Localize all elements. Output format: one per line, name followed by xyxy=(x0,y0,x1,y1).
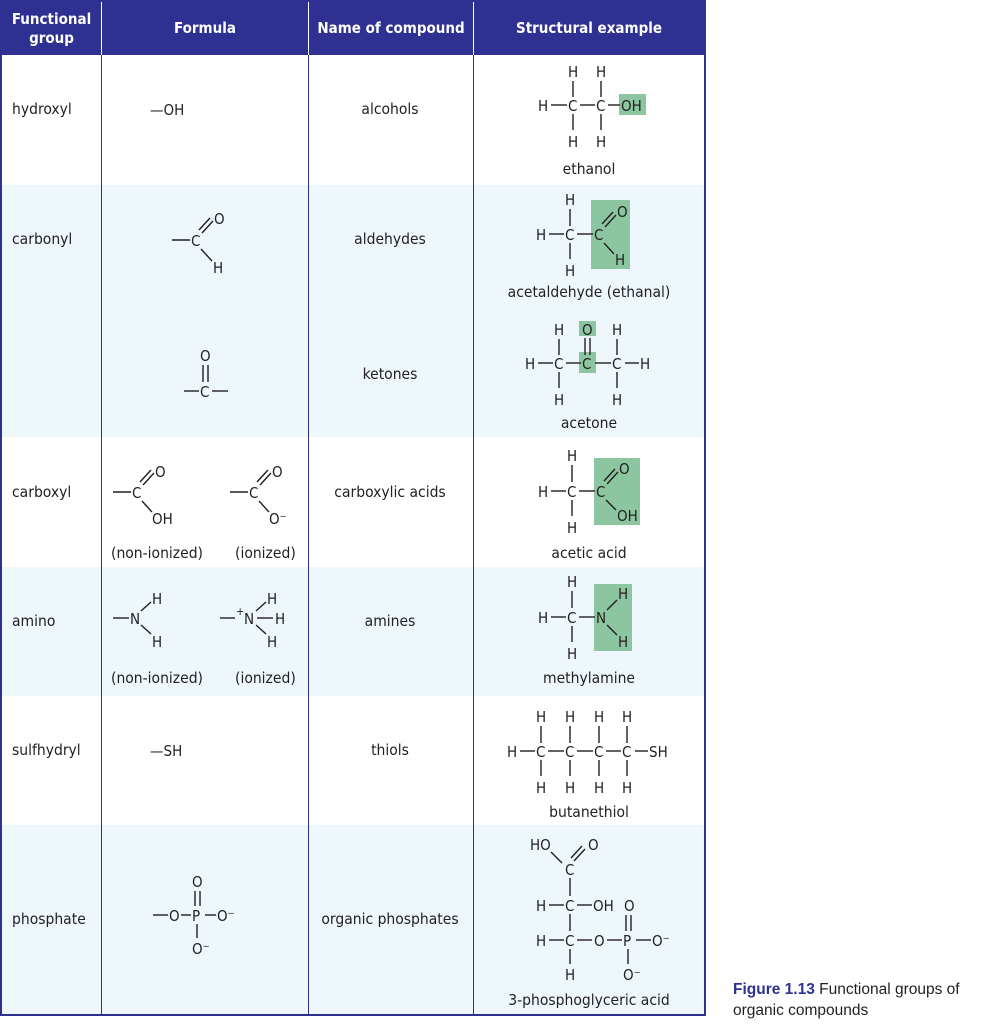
example-ethanol: ethanol xyxy=(562,160,616,178)
atom-o-minus: O⁻ xyxy=(623,966,641,984)
label-non-ionized: (non-ionized) xyxy=(111,669,204,687)
atom-c: C xyxy=(594,743,604,761)
structure-methylamine xyxy=(535,570,655,665)
atom-h: H xyxy=(536,932,547,950)
group-sulfhydryl: sulfhydryl xyxy=(12,741,81,759)
header-divider xyxy=(308,2,309,55)
header-structural-example: Structural example xyxy=(515,19,663,37)
atom-h: H xyxy=(618,633,629,651)
atom-h: H xyxy=(536,779,547,797)
atom-o: O xyxy=(214,210,225,228)
atom-h: H xyxy=(568,133,579,151)
bond xyxy=(259,501,269,512)
example-butanethiol: butanethiol xyxy=(549,803,629,821)
atom-c: C xyxy=(200,383,210,401)
formula-oh-text: —OH xyxy=(150,101,185,119)
atom-h: H xyxy=(267,590,278,608)
atom-h: H xyxy=(152,633,163,651)
group-hydroxyl: hydroxyl xyxy=(12,100,72,118)
atom-h: H xyxy=(567,519,578,537)
compound-organic-phosphates: organic phosphates xyxy=(321,910,459,928)
atom-h: H xyxy=(618,585,629,603)
atom-n: N xyxy=(596,609,607,627)
header-formula: Formula xyxy=(174,19,236,37)
atom-o: O xyxy=(619,460,630,478)
atom-n: N xyxy=(130,610,141,628)
structure-3-phosphoglyceric-acid xyxy=(528,830,688,990)
atom-h: H xyxy=(538,609,549,627)
formula-carboxyl-non-ionized xyxy=(105,458,195,533)
group-phosphate: phosphate xyxy=(12,910,86,928)
compound-carboxylic-acids: carboxylic acids xyxy=(334,483,446,501)
atom-o: O xyxy=(200,347,211,365)
bond xyxy=(199,218,210,230)
formula-amino-non-ionized xyxy=(105,585,185,655)
atom-c: C xyxy=(612,355,622,373)
atom-h: H xyxy=(275,610,286,628)
structure-ethanol xyxy=(535,60,665,155)
bond xyxy=(260,473,271,485)
atom-c: C xyxy=(568,97,578,115)
header-divider xyxy=(101,2,102,55)
atom-oh: OH xyxy=(617,507,638,525)
atom-o: O xyxy=(582,321,593,339)
atom-oh: OH xyxy=(593,897,614,915)
label-non-ionized: (non-ionized) xyxy=(111,544,204,562)
atom-h: H xyxy=(152,590,163,608)
atom-h: H xyxy=(568,63,579,81)
compound-aldehydes: aldehydes xyxy=(354,230,426,248)
atom-h: H xyxy=(594,779,605,797)
bond xyxy=(257,470,268,482)
label-ionized: (ionized) xyxy=(235,544,296,562)
atom-o-minus: O⁻ xyxy=(192,940,210,958)
header-divider xyxy=(473,2,474,55)
atom-c: C xyxy=(582,355,592,373)
bond xyxy=(201,249,212,261)
figure-number: Figure 1.13 xyxy=(733,981,815,998)
atom-h: H xyxy=(567,645,578,663)
atom-o: O xyxy=(624,897,635,915)
bond xyxy=(143,473,154,485)
atom-h: H xyxy=(507,743,518,761)
example-methylamine: methylamine xyxy=(542,669,636,687)
atom-h: H xyxy=(622,708,633,726)
bond xyxy=(574,849,585,861)
atom-h: H xyxy=(565,966,576,984)
atom-c: C xyxy=(565,932,575,950)
atom-o: O xyxy=(272,463,283,481)
example-acetic-acid: acetic acid xyxy=(551,544,627,562)
atom-c: C xyxy=(565,743,575,761)
header-functional-group: Functional group xyxy=(11,9,92,47)
bond xyxy=(256,625,266,634)
atom-o-minus: O⁻ xyxy=(269,510,287,528)
structure-acetone xyxy=(523,318,663,413)
atom-h: H xyxy=(536,708,547,726)
atom-o: O xyxy=(192,873,203,891)
formula-ketone xyxy=(180,345,240,405)
atom-h: H xyxy=(538,483,549,501)
structure-acetic-acid xyxy=(535,444,655,539)
bond xyxy=(140,470,151,482)
atom-c: C xyxy=(622,743,632,761)
atom-c: C xyxy=(567,483,577,501)
formula-aldehyde xyxy=(160,205,250,280)
atom-o: O xyxy=(594,932,605,950)
example-acetone: acetone xyxy=(560,414,618,432)
bond xyxy=(571,846,582,858)
atom-sh: SH xyxy=(649,743,668,761)
figure-caption-text: Functional groups of organic compounds xyxy=(733,981,960,1019)
bond xyxy=(202,221,213,233)
atom-h: H xyxy=(596,133,607,151)
formula-sulfhydryl xyxy=(150,736,260,766)
compound-ketones: ketones xyxy=(362,365,418,383)
atom-h: H xyxy=(612,391,623,409)
atom-h: H xyxy=(525,355,536,373)
charge-plus: + xyxy=(236,605,245,618)
formula-amino-ionized xyxy=(218,585,308,655)
atom-c: C xyxy=(565,861,575,879)
atom-c: C xyxy=(191,232,201,250)
formula-carboxyl-ionized xyxy=(222,458,312,533)
bond xyxy=(142,501,152,512)
atom-o: O xyxy=(617,203,628,221)
compound-amines: amines xyxy=(364,612,416,630)
atom-n: N xyxy=(244,610,255,628)
atom-c: C xyxy=(249,484,259,502)
formula-hydroxyl xyxy=(150,95,260,125)
group-carbonyl: carbonyl xyxy=(12,230,73,248)
atom-c: C xyxy=(536,743,546,761)
atom-c: C xyxy=(596,483,606,501)
atom-o-minus: O⁻ xyxy=(652,932,670,950)
atom-h: H xyxy=(640,355,651,373)
atom-h: H xyxy=(594,708,605,726)
atom-oh: OH xyxy=(152,510,173,528)
atom-h: H xyxy=(565,262,576,280)
atom-o: O xyxy=(588,836,599,854)
atom-oh: OH xyxy=(621,97,642,115)
example-acetaldehyde: acetaldehyde (ethanal) xyxy=(507,283,671,301)
atom-h: H xyxy=(565,708,576,726)
structure-butanethiol xyxy=(505,705,685,800)
atom-h: H xyxy=(596,63,607,81)
atom-h: H xyxy=(615,251,626,269)
bond xyxy=(141,625,151,634)
atom-p: P xyxy=(192,907,201,925)
atom-c: C xyxy=(565,226,575,244)
atom-h: H xyxy=(612,321,623,339)
group-carboxyl: carboxyl xyxy=(12,483,72,501)
atom-c: C xyxy=(554,355,564,373)
atom-h: H xyxy=(565,191,576,209)
atom-h: H xyxy=(536,897,547,915)
atom-h: H xyxy=(536,226,547,244)
header-name-of-compound: Name of compound xyxy=(317,19,465,37)
atom-c: C xyxy=(132,484,142,502)
compound-alcohols: alcohols xyxy=(361,100,419,118)
atom-c: C xyxy=(567,609,577,627)
figure-caption xyxy=(733,979,1004,1021)
atom-c: C xyxy=(594,226,604,244)
example-3-phosphoglyceric-acid: 3-phosphoglyceric acid xyxy=(508,991,670,1009)
atom-c: C xyxy=(596,97,606,115)
label-ionized: (ionized) xyxy=(235,669,296,687)
formula-sh-text: —SH xyxy=(150,742,183,760)
bond xyxy=(551,852,562,863)
atom-h: H xyxy=(565,779,576,797)
atom-o: O xyxy=(169,907,180,925)
atom-p: P xyxy=(623,932,632,950)
atom-h: H xyxy=(538,97,549,115)
group-amino: amino xyxy=(12,612,56,630)
atom-h: H xyxy=(554,391,565,409)
atom-c: C xyxy=(565,897,575,915)
structure-acetaldehyde xyxy=(535,188,655,283)
column-divider xyxy=(101,2,102,1014)
column-divider xyxy=(473,2,474,1014)
atom-ho: HO xyxy=(530,836,551,854)
formula-phosphate xyxy=(150,870,260,965)
atom-h: H xyxy=(213,259,224,277)
atom-h: H xyxy=(554,321,565,339)
bond xyxy=(141,602,151,611)
atom-o: O xyxy=(155,463,166,481)
atom-o-minus: O⁻ xyxy=(217,907,235,925)
atom-h: H xyxy=(267,633,278,651)
atom-h: H xyxy=(567,447,578,465)
compound-thiols: thiols xyxy=(371,741,409,759)
atom-h: H xyxy=(622,779,633,797)
atom-h: H xyxy=(567,573,578,591)
bond xyxy=(256,602,266,611)
